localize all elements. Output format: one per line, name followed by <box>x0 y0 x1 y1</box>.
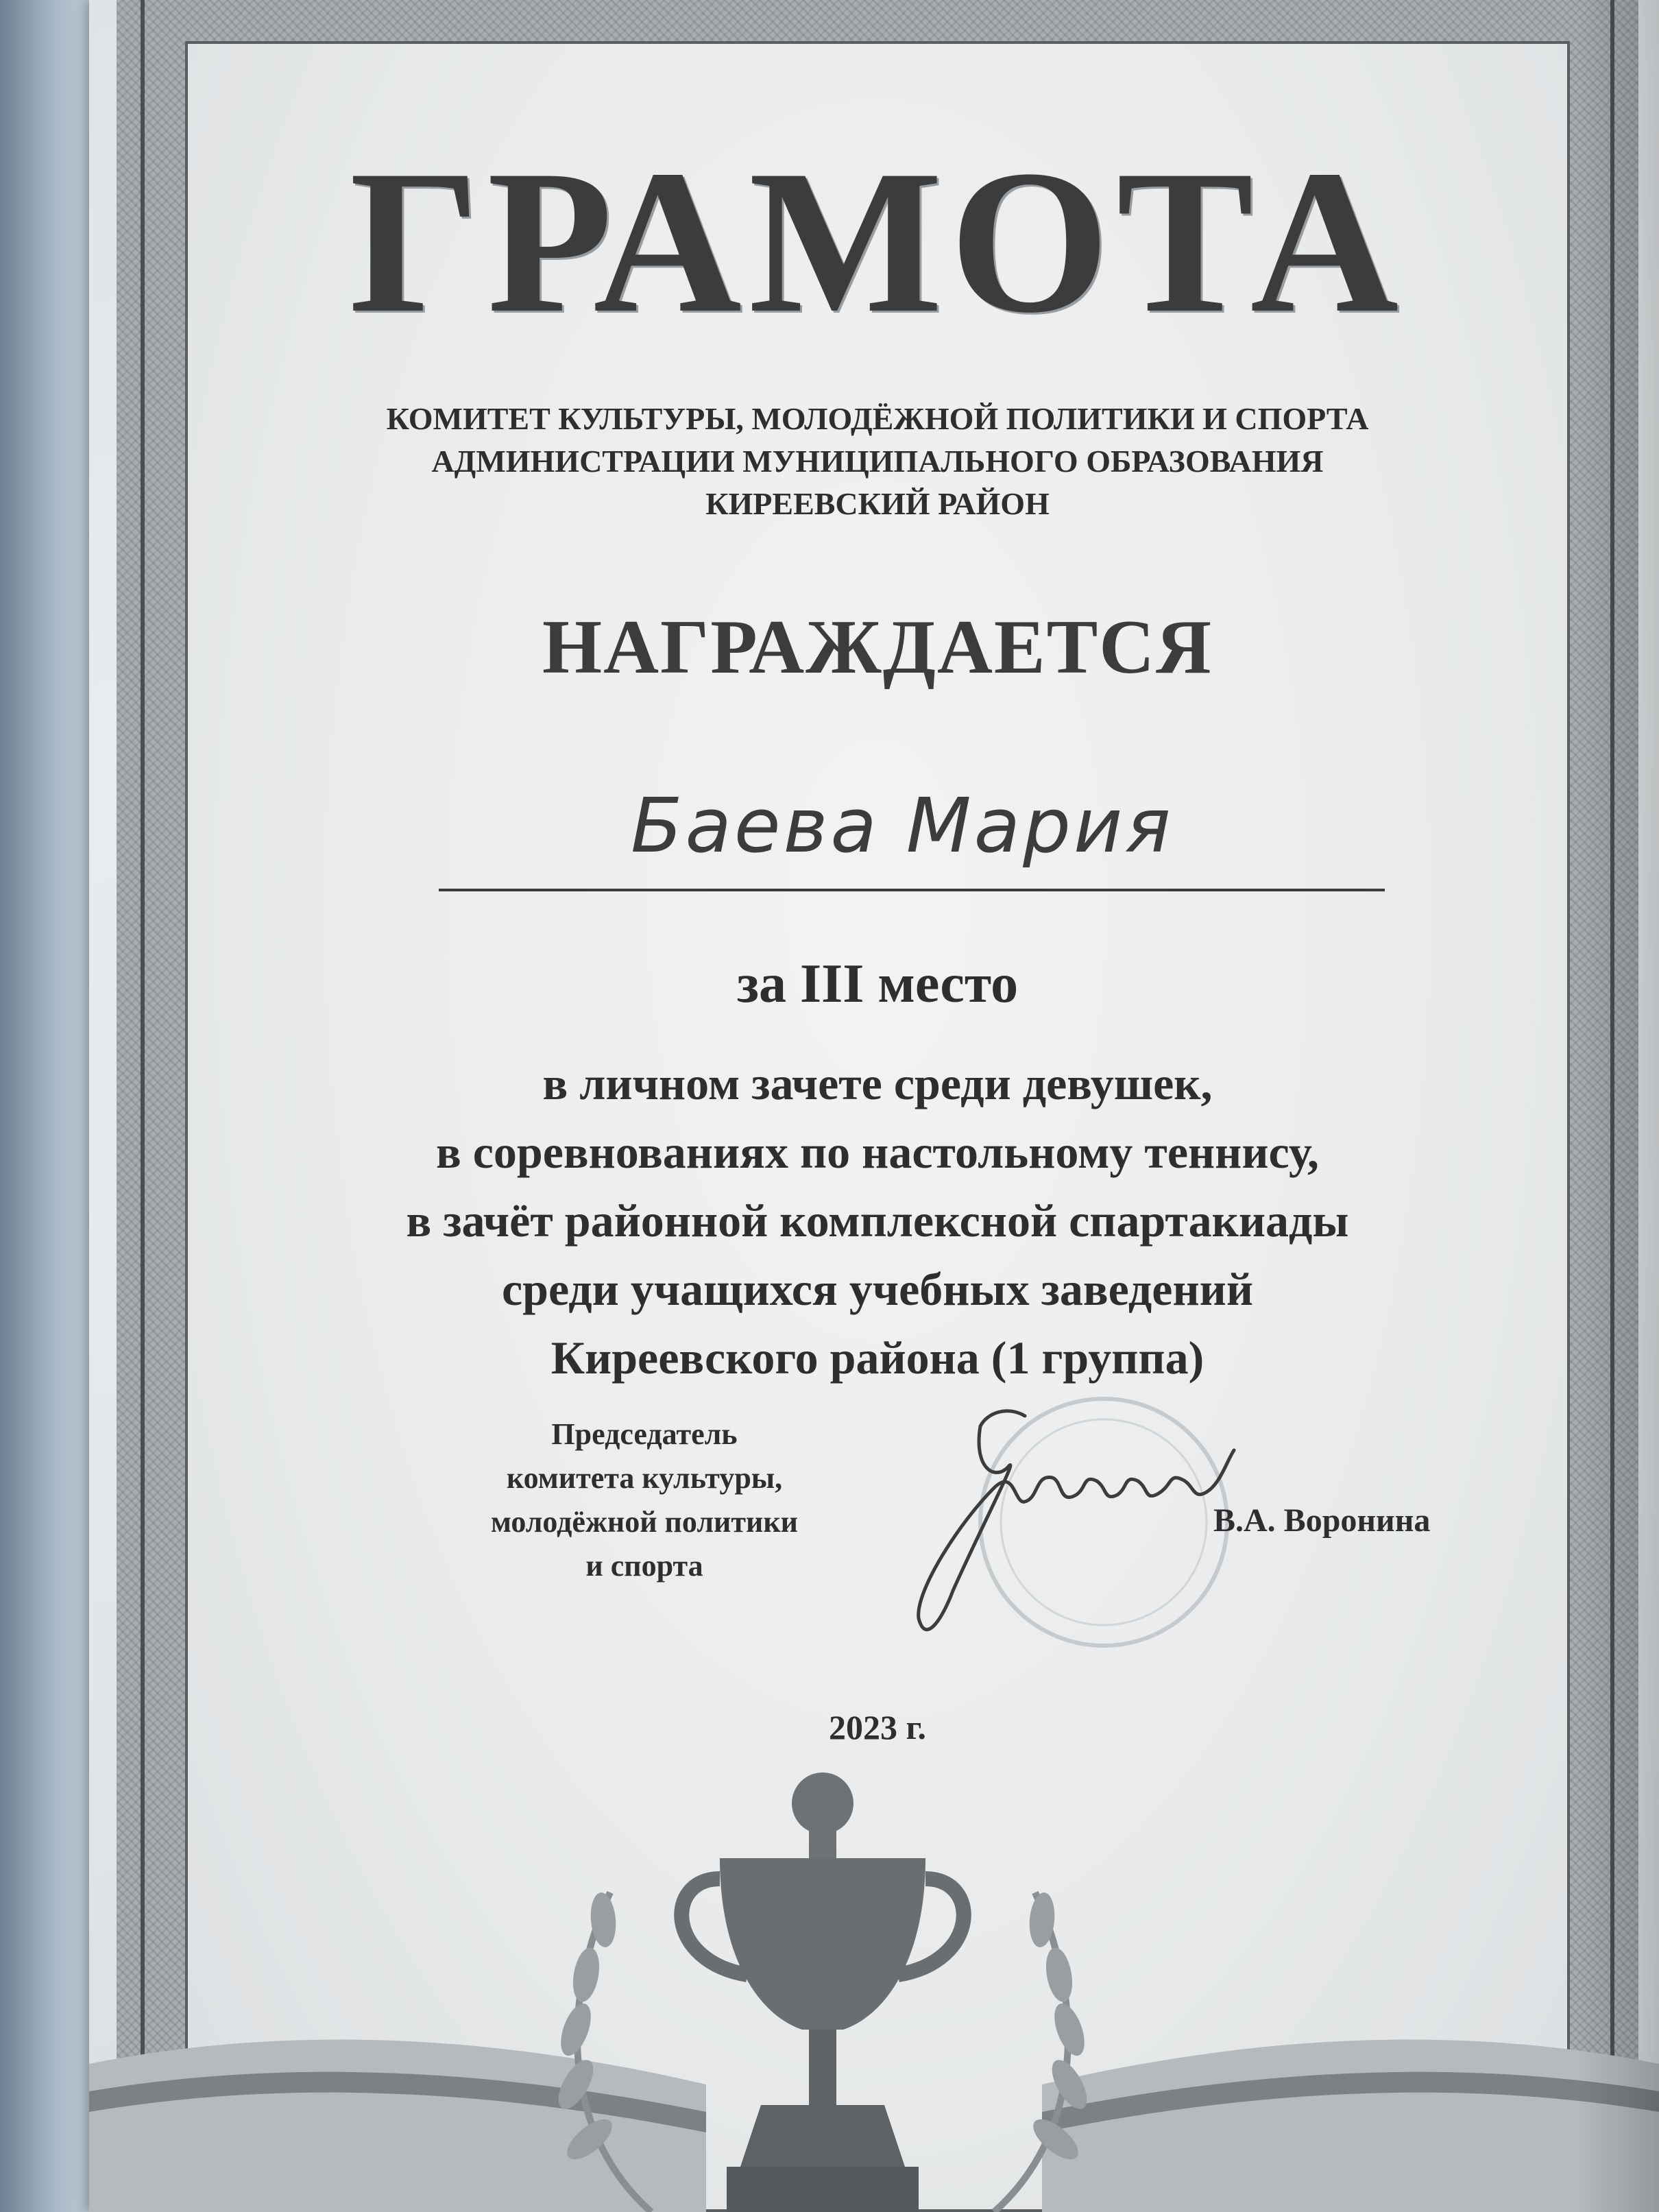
reason-line: в личном зачете среди девушек, <box>542 1057 1213 1109</box>
recipient-name: Баева Мария <box>631 782 1174 869</box>
name-underline <box>439 889 1385 891</box>
cup-shape <box>681 1772 964 2212</box>
reason-line: среди учащихся учебных заведений <box>501 1263 1254 1315</box>
place-text: за III место <box>736 954 1019 1014</box>
reason-line: в соревнованиях по настольному теннису, <box>435 1126 1320 1178</box>
reason-line: в зачёт районной комплексной спартакиады <box>406 1194 1349 1247</box>
issuer-line: КИРЕЕВСКИЙ РАЙОН <box>705 486 1050 521</box>
awarded-label: НАГРАЖДАЕТСЯ <box>542 605 1213 690</box>
seal-stamp <box>980 1399 1227 1646</box>
chair-line: и спорта <box>585 1549 703 1583</box>
issuer-line: КОМИТЕТ КУЛЬТУРЫ, МОЛОДЁЖНОЙ ПОЛИТИКИ И СПОРТА <box>386 401 1369 436</box>
chair-title-block <box>446 1412 843 1588</box>
chair-line: молодёжной политики <box>490 1505 799 1539</box>
reason-line: Киреевского района (1 группа) <box>550 1332 1204 1384</box>
certificate-sheet <box>89 0 1659 2212</box>
chair-line: комитета культуры, <box>506 1461 783 1495</box>
issuer-block <box>185 398 1570 525</box>
chair-line: Председатель <box>551 1417 738 1451</box>
signer-name: В.А. Воронина <box>1213 1502 1431 1539</box>
year-text: 2023 г. <box>828 1708 927 1746</box>
certificate-title: ГРАМОТА <box>349 128 1406 355</box>
trophy-icon <box>473 1755 1172 2212</box>
issuer-line: АДМИНИСТРАЦИИ МУНИЦИПАЛЬНОГО ОБРАЗОВАНИЯ <box>431 444 1324 479</box>
paper-shadow <box>1577 0 1659 2212</box>
recipient-field <box>439 782 1385 898</box>
handwritten-signature <box>919 1426 1234 1630</box>
reason-block <box>185 1049 1570 1392</box>
